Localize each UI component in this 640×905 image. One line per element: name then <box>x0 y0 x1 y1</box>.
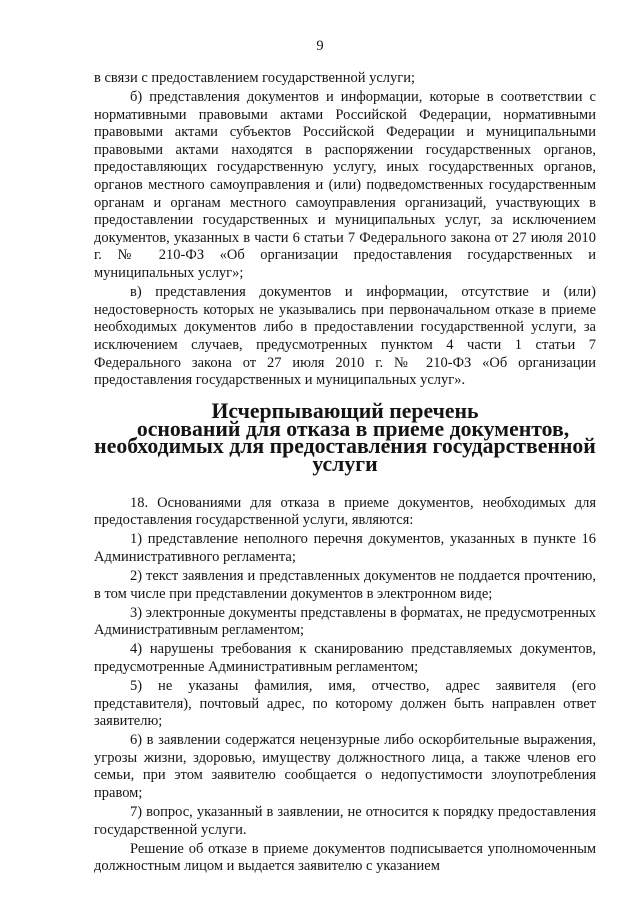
paragraph-item-b: б) представления документов и информации, которые в соответствии с нормативными правовыми актами Российской Федерации, нормативными правовыми актами субъектов Российской Федерации и муниципальными правовыми актами находятся в распоряжении государственных органов, предоставляющих государственную услугу, иных государственных органов, органов местного самоуправления и (или) подведомственных государственным органам и органам местного самоуправления организаций, участвующих в предоставлении государственных и муниципальных услуг, за исключением документов, указанных в части 6 статьи 7 Федерального закона от 27 июля 2010 г. № 210-ФЗ «Об организации предоставления государственных и муниципальных услуг»; <box>94 89 596 282</box>
paragraph-item-v: в) представления документов и информации, отсутствие и (или) недостоверность которых не указывались при первоначальном отказе в приеме необходимых документов либо в предоставлении государственной услуги, за исключением случаев, предусмотренных пунктом 4 части 1 статьи 7 Федерального закона от 27 июля 2010 г. № 210-ФЗ «Об организации предоставления государственных и муниципальных услуг». <box>94 284 596 389</box>
section-heading <box>94 399 596 476</box>
page-number: 9 <box>316 38 324 54</box>
list-item: 2) текст заявления и представленных документов не поддается прочтению, в том числе при представлении документов в электронном виде; <box>94 567 596 602</box>
list-item: 1) представление неполного перечня документов, указанных в пункте 16 Административного регламента; <box>94 531 596 565</box>
heading-line-2: оснований для отказа в приеме документов, <box>136 416 570 441</box>
section-18-intro: 18. Основаниями для отказа в приеме документов, необходимых для предоставления государственной услуги, являются: <box>94 494 596 529</box>
heading-line-3: необходимых для предоставления государственной услуги <box>94 434 596 476</box>
document-body <box>94 70 596 878</box>
list-item: 6) в заявлении содержатся нецензурные либо оскорбительные выражения, угрозы жизни, здоровью, имуществу должностного лица, а также членов его семьи, при этом заявителю сообщается о недопустимости злоупотребления правом; <box>94 732 596 802</box>
paragraph-continuation: в связи с предоставлением государственной услуги; <box>94 70 415 86</box>
list-item: 5) не указаны фамилия, имя, отчество, адрес заявителя (его представителя), почтовый адрес, по которому должен быть направлен ответ заявителю; <box>94 678 596 730</box>
list-item: 3) электронные документы представлены в форматах, не предусмотренных Административным регламентом; <box>94 604 596 639</box>
heading-line-1: Исчерпывающий перечень <box>211 399 479 424</box>
list-item: 4) нарушены требования к сканированию представляемых документов, предусмотренные Административным регламентом; <box>94 641 596 675</box>
list-item: 7) вопрос, указанный в заявлении, не относится к порядку предоставления государственной услуги. <box>94 804 596 838</box>
closing-paragraph: Решение об отказе в приеме документов подписывается уполномоченным должностным лицом и выдается заявителю с указанием <box>94 840 596 875</box>
